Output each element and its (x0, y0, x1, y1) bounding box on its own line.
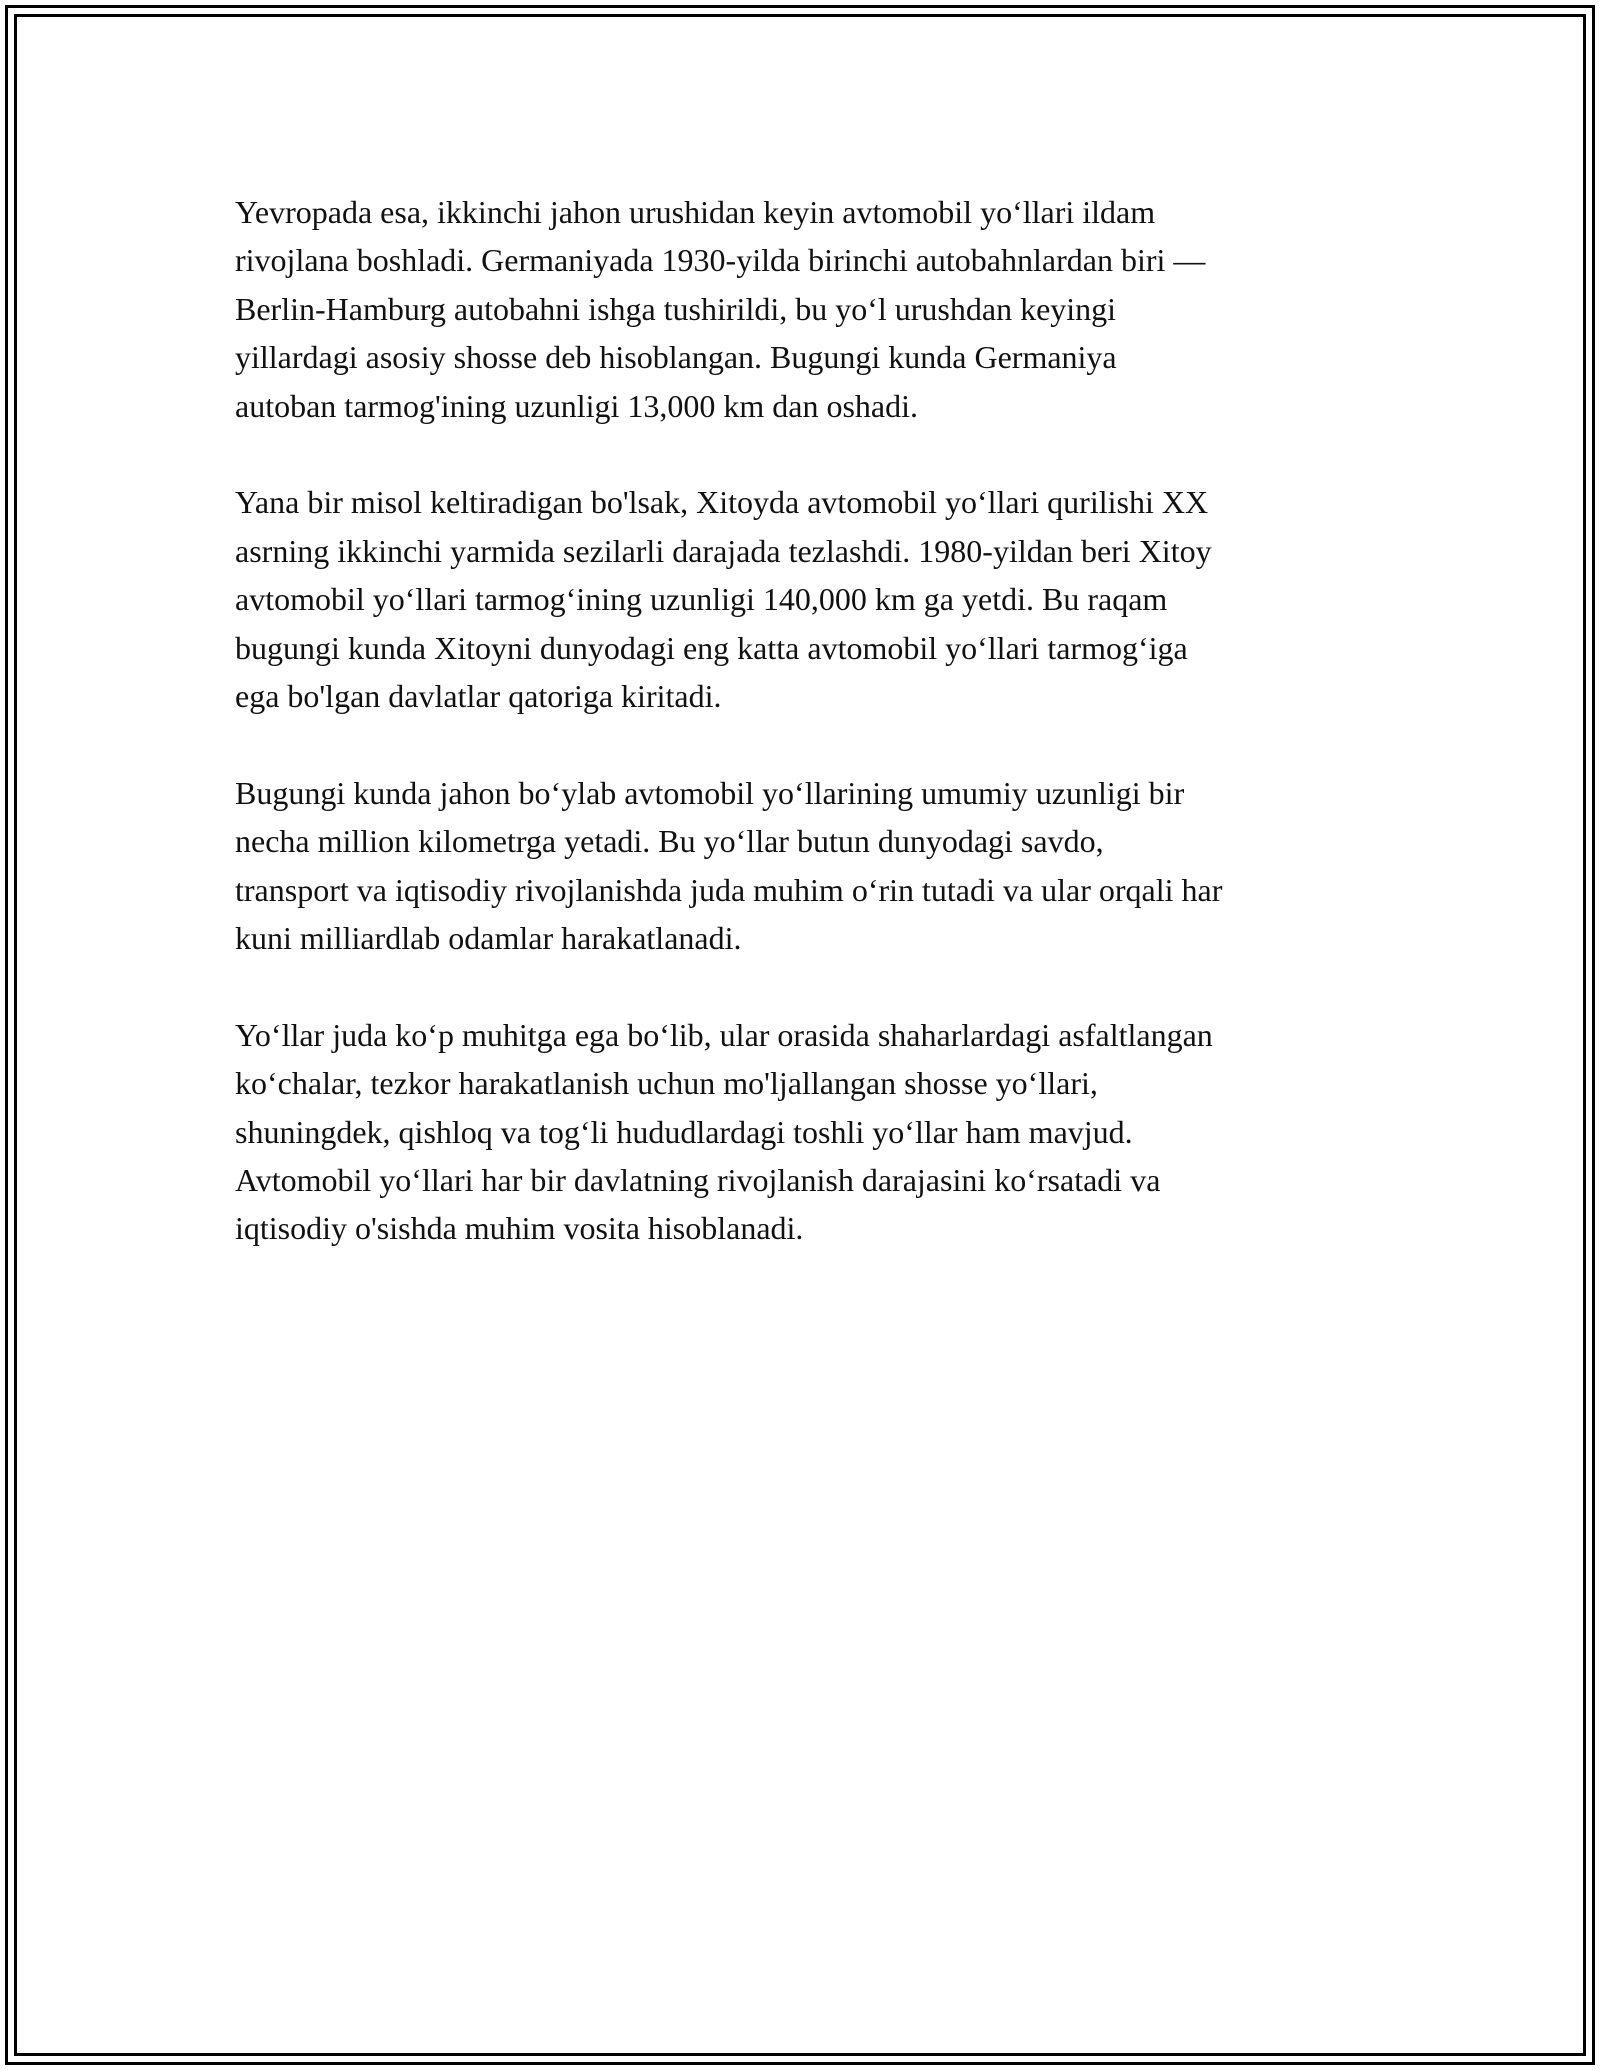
text-line: Yana bir misol keltiradigan bo'lsak, Xitoyda avtomobil yo‘llari qurilishi XX (235, 484, 1209, 521)
paragraph-2 (235, 478, 1375, 720)
text-line: rivojlana boshladi. Germaniyada 1930-yilda birinchi autobahnlardan biri — (235, 242, 1206, 279)
text-line: transport va iqtisodiy rivojlanishda juda muhim o‘rin tutadi va ular orqali har (235, 871, 1223, 908)
text-line: kuni milliardlab odamlar harakatlanadi. (235, 920, 742, 957)
text-line: bugungi kunda Xitoyni dunyodagi eng katta avtomobil yo‘llari tarmog‘iga (235, 629, 1188, 666)
document-body (235, 188, 1375, 1301)
paragraph-1 (235, 188, 1375, 430)
text-line: yillardagi asosiy shosse deb hisoblangan. Bugungi kunda Germaniya (235, 339, 1117, 376)
text-line: Berlin-Hamburg autobahni ishga tushirildi, bu yo‘l urushdan keyingi (235, 290, 1117, 327)
text-line: avtomobil yo‘llari tarmog‘ining uzunligi 140,000 km ga yetdi. Bu raqam (235, 581, 1168, 618)
text-line: asrning ikkinchi yarmida sezilarli darajada tezlashdi. 1980-yildan beri Xitoy (235, 532, 1212, 569)
text-line: Yevropada esa, ikkinchi jahon urushidan keyin avtomobil yo‘llari ildam (235, 194, 1156, 230)
text-line: iqtisodiy o'sishda muhim vosita hisoblanadi. (235, 1210, 804, 1247)
text-line: shuningdek, qishloq va tog‘li hududlardagi toshli yo‘llar ham mavjud. (235, 1113, 1133, 1150)
text-line: autoban tarmog'ining uzunligi 13,000 km dan oshadi. (235, 387, 918, 424)
text-line: ko‘chalar, tezkor harakatlanish uchun mo'ljallangan shosse yo‘llari, (235, 1065, 1098, 1102)
text-line: Bugungi kunda jahon bo‘ylab avtomobil yo‘llarining umumiy uzunligi bir (235, 774, 1185, 811)
text-line: Yo‘llar juda ko‘p muhitga ega bo‘lib, ular orasida shaharlardagi asfaltlangan (235, 1016, 1213, 1053)
text-line: necha million kilometrga yetadi. Bu yo‘llar butun dunyodagi savdo, (235, 823, 1104, 860)
paragraph-3 (235, 769, 1375, 963)
text-line: ega bo'lgan davlatlar qatoriga kiritadi. (235, 678, 722, 715)
paragraph-4 (235, 1011, 1375, 1253)
text-line: Avtomobil yo‘llari har bir davlatning rivojlanish darajasini ko‘rsatadi va (235, 1162, 1161, 1199)
